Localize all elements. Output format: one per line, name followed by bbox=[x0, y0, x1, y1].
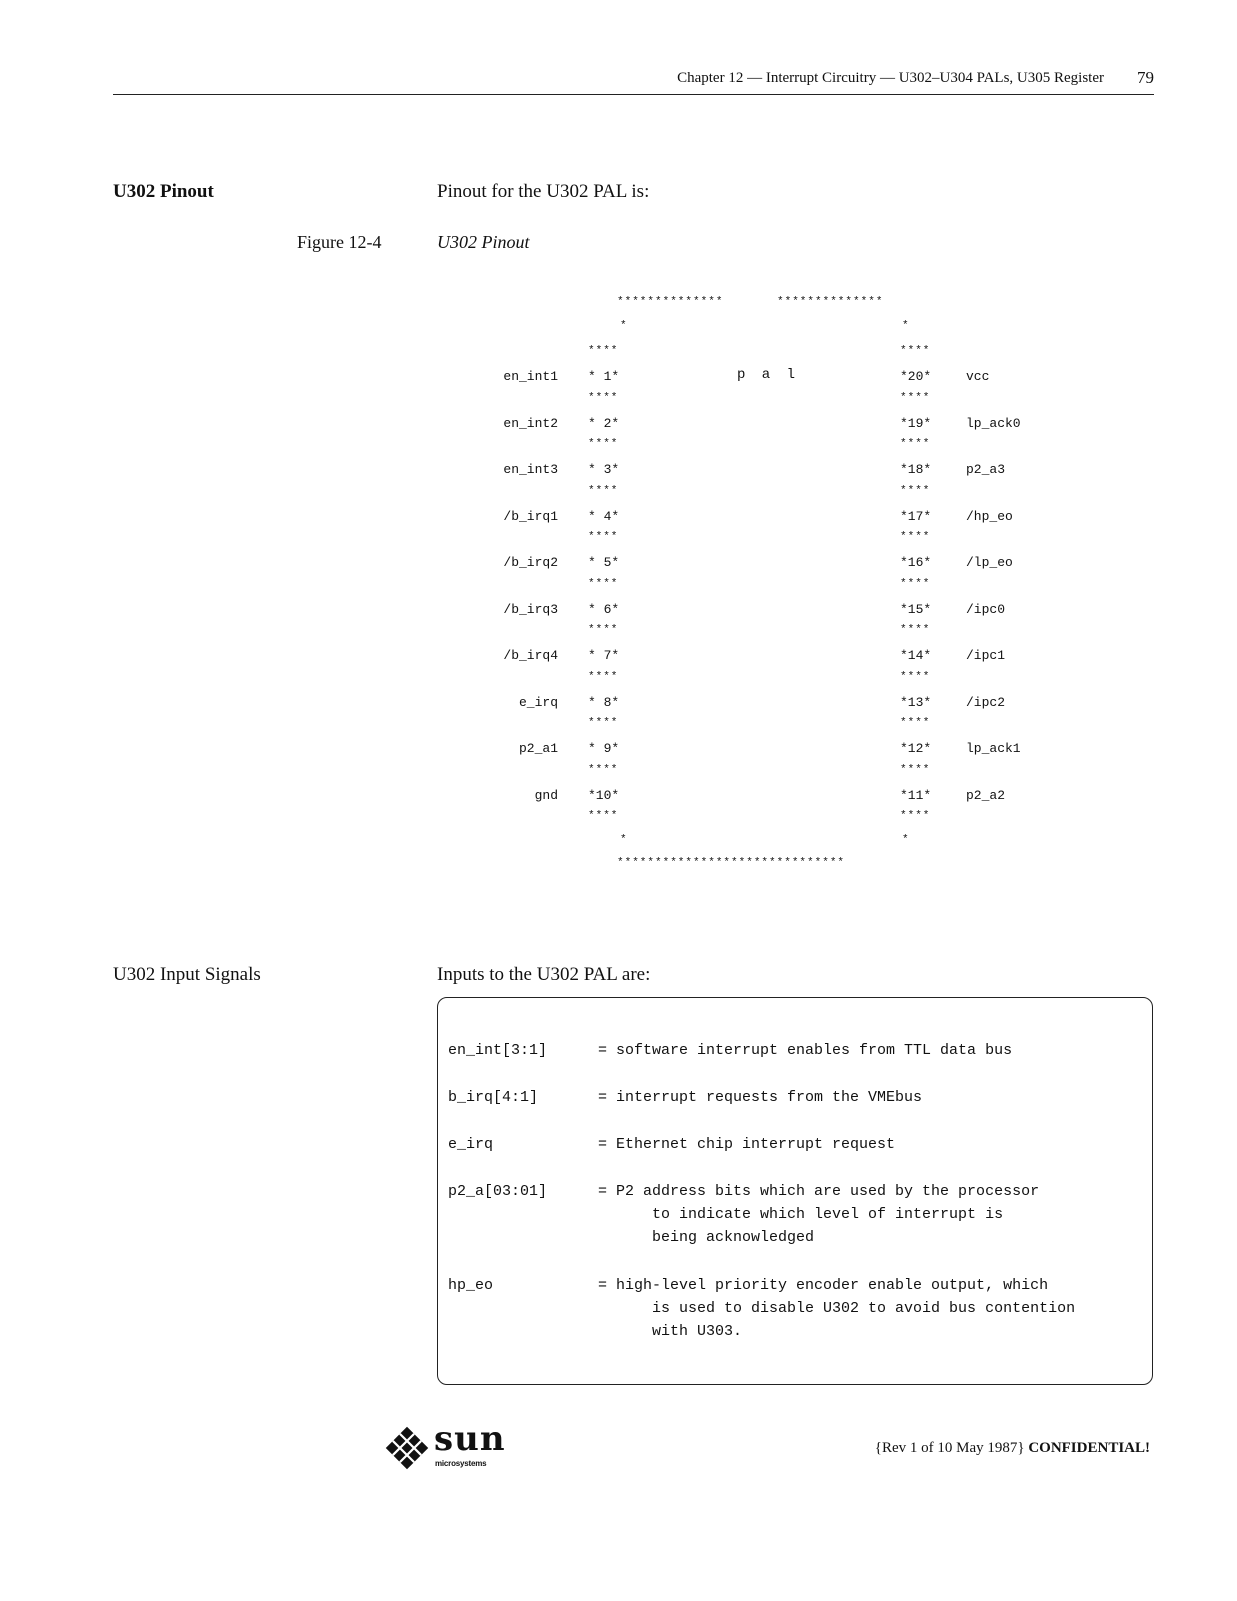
pin-number-right: *12* bbox=[900, 741, 932, 756]
pin-number-right: *15* bbox=[900, 601, 932, 617]
pin-signal-right: /ipc2 bbox=[966, 694, 1006, 710]
pin-signal-right: lp_ack1 bbox=[966, 741, 1021, 756]
pin-separator-right: **** bbox=[900, 484, 931, 497]
pin-separator-right: **** bbox=[900, 577, 931, 590]
pin-signal-right: lp_ack0 bbox=[966, 415, 1021, 431]
signal-desc: = software interrupt enables from TTL data bus bbox=[598, 1042, 1013, 1059]
pin-number-left: * 7* bbox=[588, 648, 620, 663]
pin-number-left: * 8* bbox=[588, 694, 620, 710]
pin-signal-left: e_irq bbox=[518, 694, 558, 710]
signals-box bbox=[437, 997, 1153, 1385]
chip-label: p a l bbox=[737, 367, 800, 383]
signal-desc: = high-level priority encoder enable output, which is used to disable U302 to avoid bus contention with U303. bbox=[598, 1277, 1076, 1340]
pin-separator-left: **** bbox=[588, 670, 619, 683]
pin-separator-right: **** bbox=[900, 391, 931, 404]
pin-signal-left: en_int2 bbox=[503, 415, 558, 431]
pin-separator-left: **** bbox=[588, 391, 619, 404]
pin-separator-left: **** bbox=[588, 484, 619, 497]
pin-separator-right: **** bbox=[900, 624, 931, 636]
pin-separator-right: **** bbox=[900, 438, 931, 450]
left-edge-star: * bbox=[620, 320, 628, 332]
pin-number-right: *18* bbox=[900, 462, 932, 477]
top-border-right: ************** bbox=[777, 296, 884, 308]
pin-signal-right: /ipc0 bbox=[966, 601, 1006, 617]
pin-signal-right: /ipc1 bbox=[966, 648, 1006, 663]
right-edge-star-bottom: * bbox=[902, 834, 910, 846]
revision-note: {Rev 1 of 10 May 1987} bbox=[874, 1440, 1025, 1456]
pin-separator-left: **** bbox=[588, 438, 619, 450]
running-header bbox=[0, 62, 1237, 102]
pin-separator-right: **** bbox=[900, 345, 931, 357]
footer-note bbox=[875, 1440, 1150, 1457]
pin-number-right: *17* bbox=[900, 508, 932, 524]
page-number: 79 bbox=[1137, 68, 1154, 87]
pin-signal-left: /b_irq1 bbox=[503, 508, 558, 524]
pin-separator-left: **** bbox=[588, 577, 619, 590]
pin-number-left: * 2* bbox=[588, 415, 620, 431]
pinout-heading: U302 Pinout bbox=[113, 181, 214, 202]
pin-number-left: * 3* bbox=[588, 462, 620, 477]
pinout-intro: Pinout for the U302 PAL is: bbox=[437, 181, 650, 202]
signal-desc: = P2 address bits which are used by the processor to indicate which level of interrupt is being acknowledged bbox=[598, 1183, 1040, 1246]
pin-signal-right: /hp_eo bbox=[966, 508, 1013, 524]
pin-signal-left: en_int1 bbox=[503, 369, 558, 384]
pin-number-right: *11* bbox=[900, 787, 932, 803]
pin-number-left: * 4* bbox=[588, 508, 620, 524]
pin-number-left: * 5* bbox=[588, 555, 620, 570]
right-edge-star: * bbox=[902, 320, 910, 332]
signal-row bbox=[448, 1180, 1040, 1272]
pin-separator-left: **** bbox=[588, 531, 619, 543]
pin-separator-left: **** bbox=[588, 717, 619, 729]
pin-signal-left: /b_irq4 bbox=[503, 648, 558, 663]
signal-name: p2_a[03:01] bbox=[448, 1183, 548, 1200]
logo-word: sun bbox=[434, 1419, 506, 1459]
signal-desc: = Ethernet chip interrupt request bbox=[598, 1136, 896, 1153]
signal-row bbox=[448, 1274, 1076, 1366]
figure-number: Figure 12-4 bbox=[297, 232, 382, 252]
header-rule bbox=[113, 94, 1154, 95]
logo-subtitle: microsystems bbox=[435, 1459, 487, 1468]
pin-signal-left: gnd bbox=[534, 787, 558, 803]
pin-signal-left: /b_irq2 bbox=[503, 555, 558, 570]
pin-separator-right: **** bbox=[900, 531, 931, 543]
pin-signal-right: /lp_eo bbox=[966, 555, 1013, 570]
pin-separator-left: **** bbox=[588, 345, 619, 357]
pin-number-right: *13* bbox=[900, 694, 932, 710]
pin-separator-right: **** bbox=[900, 717, 931, 729]
top-border-left: ************** bbox=[617, 296, 724, 308]
left-edge-star-bottom: * bbox=[620, 834, 628, 846]
pin-separator-right: **** bbox=[900, 763, 931, 776]
sun-diamond-icon bbox=[384, 1425, 430, 1471]
sun-logo bbox=[384, 1419, 514, 1475]
pin-number-right: *19* bbox=[900, 415, 932, 431]
bottom-border: ****************************** bbox=[617, 857, 846, 869]
figure-title: U302 Pinout bbox=[437, 232, 530, 252]
pin-number-left: *10* bbox=[588, 787, 620, 803]
signal-name: e_irq bbox=[448, 1136, 494, 1153]
pin-signal-left: en_int3 bbox=[503, 462, 558, 477]
signal-name: en_int[3:1] bbox=[448, 1042, 548, 1059]
pin-number-right: *14* bbox=[900, 648, 932, 663]
signal-desc: = interrupt requests from the VMEbus bbox=[598, 1089, 923, 1106]
running-head: Chapter 12 — Interrupt Circuitry — U302–U304 PALs, U305 Register bbox=[677, 70, 1104, 86]
pin-separator-left: **** bbox=[588, 763, 619, 776]
pin-separator-left: **** bbox=[588, 810, 619, 822]
confidential-label: CONFIDENTIAL! bbox=[1028, 1440, 1150, 1456]
signal-name: b_irq[4:1] bbox=[448, 1089, 539, 1106]
pin-separator-right: **** bbox=[900, 810, 931, 822]
pin-number-left: * 1* bbox=[588, 369, 620, 384]
pin-signal-right: p2_a3 bbox=[966, 462, 1006, 477]
pin-separator-left: **** bbox=[588, 624, 619, 636]
pin-number-right: *16* bbox=[900, 555, 932, 570]
pin-separator-right: **** bbox=[900, 670, 931, 683]
pin-signal-left: /b_irq3 bbox=[503, 601, 558, 617]
pin-number-left: * 9* bbox=[588, 741, 620, 756]
pin-signal-right: vcc bbox=[966, 369, 990, 384]
signal-name: hp_eo bbox=[448, 1277, 494, 1294]
inputs-heading: U302 Input Signals bbox=[113, 964, 261, 985]
inputs-intro: Inputs to the U302 PAL are: bbox=[437, 964, 651, 985]
pin-number-left: * 6* bbox=[588, 601, 620, 617]
pin-number-right: *20* bbox=[900, 369, 932, 384]
pin-signal-left: p2_a1 bbox=[518, 741, 558, 756]
pin-signal-right: p2_a2 bbox=[966, 787, 1006, 803]
